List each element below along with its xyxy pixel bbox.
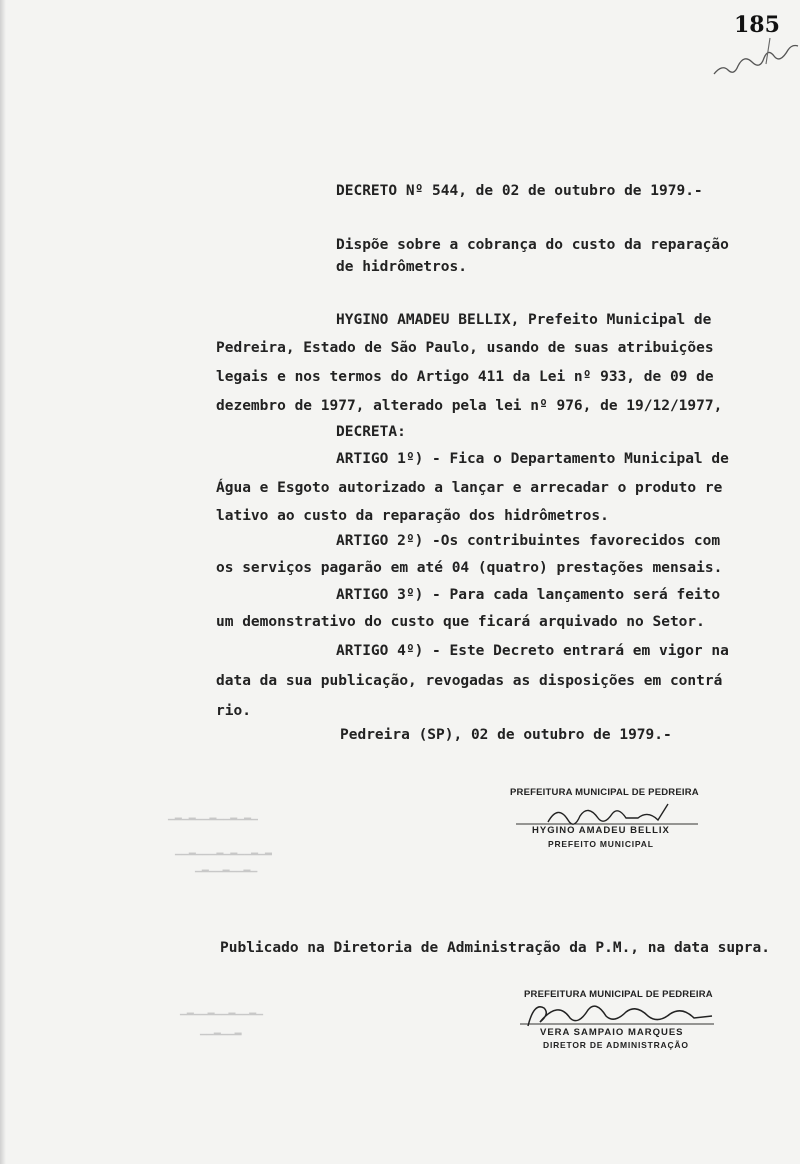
stamp-2-role: DIRETOR DE ADMINISTRAÇÃO: [543, 1040, 689, 1050]
article-3-line-2: um demonstrativo do custo que ficará arquivado no Setor.: [216, 614, 705, 630]
bleed-through-mark: ▁▁▂▁▁▂: [200, 1025, 242, 1035]
place-date: Pedreira (SP), 02 de outubro de 1979.-: [340, 727, 672, 743]
preamble-line-3: legais e nos termos do Artigo 411 da Lei nº 933, de 09 de: [216, 369, 714, 385]
stamp-1-name: HYGINO AMADEU BELLIX: [532, 825, 670, 836]
article-1-line-3: lativo ao custo da reparação dos hidrômetros.: [216, 508, 609, 524]
article-3-line-1: ARTIGO 3º) - Para cada lançamento será feito: [336, 587, 721, 603]
preamble-line-4: dezembro de 1977, alterado pela lei nº 976, de 19/12/1977,: [216, 398, 723, 414]
article-4-line-3: rio.: [216, 703, 251, 719]
stamp-1-role: PREFEITO MUNICIPAL: [548, 839, 654, 849]
stamp-2-signature: [514, 996, 724, 1030]
bleed-through-mark: ▁▂▁▁▂▁▁▂▁▁▂▁: [180, 1005, 264, 1015]
page-number-initials-signature: [708, 34, 800, 84]
decreta-heading: DECRETA:: [336, 424, 406, 440]
article-2-line-2: os serviços pagarão em até 04 (quatro) prestações mensais.: [216, 560, 723, 576]
scan-edge-shadow: [0, 0, 6, 1164]
decree-title: DECRETO Nº 544, de 02 de outubro de 1979.-: [336, 183, 703, 199]
bleed-through-mark: ▁▂▁▁▂▁▁▂▁: [195, 862, 258, 872]
article-4-line-2: data da sua publicação, revogadas as disposições em contrá: [216, 673, 723, 689]
preamble-line-1: HYGINO AMADEU BELLIX, Prefeito Municipal de: [336, 312, 712, 328]
article-1-line-1: ARTIGO 1º) - Fica o Departamento Municipal de: [336, 451, 729, 467]
stamp-2-header: PREFEITURA MUNICIPAL DE PEDREIRA: [524, 989, 713, 1000]
publication-note: Publicado na Diretoria de Administração da P.M., na data supra.: [220, 940, 770, 956]
preamble-line-2: Pedreira, Estado de São Paulo, usando de suas atribuições: [216, 340, 714, 356]
article-4-line-1: ARTIGO 4º) - Este Decreto entrará em vigor na: [336, 643, 729, 659]
stamp-1-header: PREFEITURA MUNICIPAL DE PEDREIRA: [510, 787, 699, 798]
article-2-line-1: ARTIGO 2º) -Os contribuintes favorecidos com: [336, 533, 721, 549]
bleed-through-mark: ▁▂▁▂▁▁▂▁▁▂▁▂▁: [168, 810, 258, 820]
summary-line-2: de hidrômetros.: [336, 259, 467, 275]
article-1-line-2: Água e Esgoto autorizado a lançar e arrecadar o produto re: [216, 480, 723, 496]
summary-line-1: Dispõe sobre a cobrança do custo da reparação: [336, 237, 729, 253]
bleed-through-mark: ▁▁▂▁▁▁▂▁▂▁▁▂▁▂: [175, 845, 272, 855]
stamp-2-name: VERA SAMPAIO MARQUES: [540, 1027, 684, 1038]
page-number: 185: [734, 12, 780, 38]
